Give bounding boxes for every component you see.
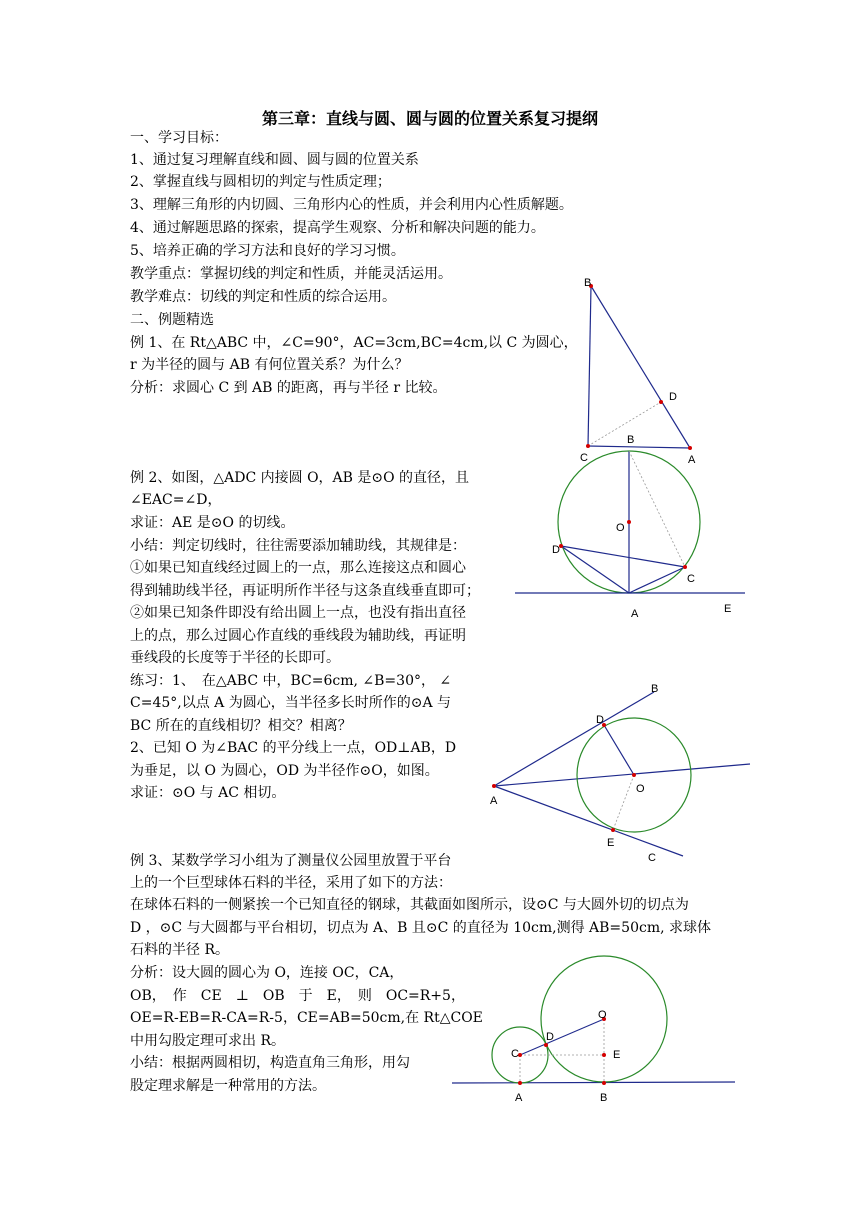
example2-line: 求证：AE 是⊙O 的切线。 <box>130 515 295 531</box>
difficult-point: 教学难点：切线的判定和性质的综合运用。 <box>130 289 396 305</box>
objective-item: 4、通过解题思路的探索，提高学生观察、分析和解决问题的能力。 <box>130 220 545 236</box>
example3-line: 中用勾股定理可求出 R。 <box>130 1033 285 1049</box>
side-ac <box>629 567 685 593</box>
point-o <box>632 773 636 777</box>
page-title: 第三章：直线与圆、圆与圆的位置关系复习提纲 <box>261 109 598 128</box>
example2-line: 垂线段的长度等于半径的长即可。 <box>130 650 340 666</box>
example3-figure <box>452 958 737 1108</box>
label-o: O <box>598 1009 607 1021</box>
example2-figure <box>515 430 755 622</box>
point-b <box>602 1081 606 1085</box>
segment-od <box>604 725 634 775</box>
label-c: C <box>687 573 695 585</box>
exercise-figure <box>488 680 753 865</box>
platform-line <box>452 1082 735 1083</box>
label-d: D <box>552 544 560 556</box>
example3-line: 分析：设大圆的圆心为 O，连接 OC，CA， <box>130 965 404 981</box>
side-dc <box>561 546 685 567</box>
ray-ab <box>494 692 654 786</box>
point-c <box>683 565 687 569</box>
chord-bc <box>629 451 685 567</box>
side-bc <box>588 286 591 446</box>
example3-line: OE=R-EB=R-CA=R-5，CE=AB=50cm,在 Rt△COE <box>130 1010 483 1026</box>
objectives-heading: 一、学习目标： <box>130 130 228 146</box>
label-b: B <box>584 277 592 289</box>
label-c: C <box>511 1048 519 1060</box>
objective-item: 5、培养正确的学习方法和良好的学习习惯。 <box>130 243 405 259</box>
side-ab <box>591 286 690 448</box>
label-b: B <box>600 1092 608 1104</box>
point-a <box>518 1081 522 1085</box>
ray-ac <box>494 786 683 856</box>
label-d: D <box>596 714 604 726</box>
example2-line: 得到辅助线半径，再证明所作半径与这条直线垂直即可； <box>130 583 480 599</box>
point-d <box>544 1043 548 1047</box>
example2-line: 上的点，那么过圆心作直线的垂线段为辅助线，再证明 <box>130 628 466 644</box>
example2-line: ∠EAC=∠D， <box>130 492 222 508</box>
examples-heading: 二、例题精选 <box>130 312 214 328</box>
label-b: B <box>627 434 635 446</box>
example3-line: 上的一个巨型球体石料的半径，采用了如下的方法： <box>130 875 452 891</box>
example3-line: D ，⊙C 与大圆都与平台相切，切点为 A、B 且⊙C 的直径为 10cm,测得 AB=50cm, 求球体 <box>130 920 711 936</box>
point-e <box>602 1053 606 1057</box>
label-a: A <box>688 454 696 466</box>
label-o: O <box>616 522 625 534</box>
objective-item: 1、通过复习理解直线和圆、圆与圆的位置关系 <box>130 152 419 168</box>
label-c: C <box>648 852 656 864</box>
example2-line: ②如果已知条件即没有给出圆上一点，也没有指出直径 <box>130 605 466 621</box>
key-point: 教学重点：掌握切线的判定和性质，并能灵活运用。 <box>130 266 452 282</box>
ray-ao <box>494 764 750 786</box>
label-a: A <box>515 1092 523 1104</box>
segment-oe <box>613 775 634 830</box>
objective-item: 3、理解三角形的内切圆、三角形内心的性质，并会利用内心性质解题。 <box>130 197 573 213</box>
point-a <box>492 784 496 788</box>
example2-line: 例 2、如图，△ADC 内接圆 O，AB 是⊙O 的直径，且 <box>130 470 470 486</box>
label-d: D <box>669 391 677 403</box>
exercise-line: 2、已知 O 为∠BAC 的平分线上一点，OD⊥AB，D <box>130 740 457 756</box>
example2-line: ①如果已知直线经过圆上的一点，那么连接这点和圆心 <box>130 560 466 576</box>
example1-line: 例 1、在 Rt△ABC 中，∠C=90°，AC=3cm,BC=4cm,以 C 为圆心， <box>130 335 578 351</box>
label-b: B <box>651 683 659 695</box>
label-c: C <box>580 452 588 464</box>
label-d: D <box>546 1031 554 1043</box>
label-e: E <box>613 1049 621 1061</box>
label-o: O <box>636 783 645 795</box>
point-o <box>627 520 631 524</box>
point-d <box>659 400 663 404</box>
example3-line: OB， 作 CE ⊥ OB 于 E， 则 OC=R+5， <box>130 988 465 1004</box>
point-e <box>611 828 615 832</box>
example1-line: 分析：求圆心 C 到 AB 的距离，再与半径 r 比较。 <box>130 380 447 396</box>
exercise-line: C=45°,以点 A 为圆心，当半径多长时所作的⊙A 与 <box>130 695 452 711</box>
side-da <box>561 546 629 593</box>
exercise-line: 练习：1、 在△ABC 中，BC=6cm, ∠B=30°， ∠ <box>130 673 452 689</box>
example3-line: 例 3、某数学学习小组为了测量仪公园里放置于平台 <box>130 853 452 869</box>
example2-line: 小结：判定切线时，往往需要添加辅助线，其规律是： <box>130 538 466 554</box>
segment-oc <box>520 1019 604 1055</box>
exercise-line: BC 所在的直线相切？相交？相离？ <box>130 718 352 734</box>
label-e: E <box>607 837 615 849</box>
label-a: A <box>631 608 639 620</box>
objective-item: 2、掌握直线与圆相切的判定与性质定理； <box>130 174 391 190</box>
exercise-line: 求证：⊙O 与 AC 相切。 <box>130 785 286 801</box>
example3-line: 股定理求解是一种常用的方法。 <box>130 1078 326 1094</box>
example3-line: 小结：根据两圆相切，构造直角三角形，用勾 <box>130 1055 410 1071</box>
label-e: E <box>724 603 732 615</box>
example3-line: 石料的半径 R。 <box>130 942 229 958</box>
example3-line: 在球体石料的一侧紧挨一个已知直径的钢球，其截面如图所示，设⊙C 与大圆外切的切点为 <box>130 897 689 913</box>
label-a: A <box>490 795 498 807</box>
example1-line: r 为半径的圆与 AB 有何位置关系？为什么？ <box>130 357 409 373</box>
exercise-line: 为垂足，以 O 为圆心，OD 为半径作⊙O，如图。 <box>130 763 439 779</box>
